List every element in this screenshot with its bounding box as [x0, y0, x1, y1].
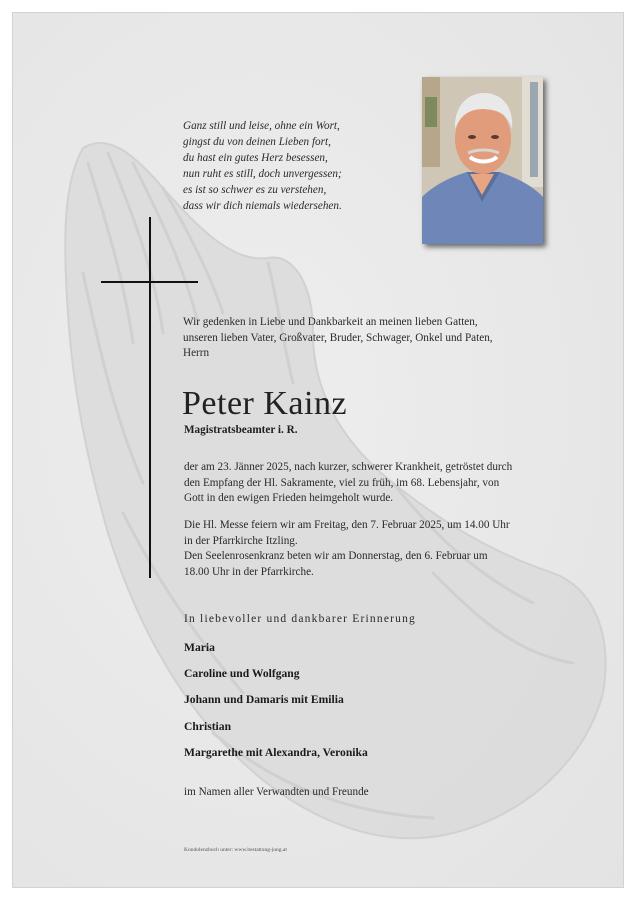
- intro-text: [183, 315, 543, 362]
- intro-line: Herrn: [183, 347, 210, 359]
- service-line: Den Seelenrosenkranz beten wir am Donnerstag, den 6. Februar um: [184, 550, 488, 562]
- notice-line: Gott in den ewigen Frieden heimgeholt wurde.: [184, 492, 394, 504]
- mourner-entry: Caroline und Wolfgang: [184, 667, 300, 681]
- service-line: in der Pfarrkirche Itzling.: [184, 534, 298, 547]
- service-line: 18.00 Uhr in der Pfarrkirche.: [184, 565, 314, 578]
- notice-line: der am 23. Jänner 2025, nach kurzer, schwerer Krankheit, getröstet durch: [184, 461, 513, 473]
- mourner-entry: Johann und Damaris mit Emilia: [184, 693, 344, 707]
- memory-heading: In liebevoller und dankbarer Erinnerung: [184, 613, 417, 625]
- cross-horizontal-bar: [101, 281, 198, 283]
- condolence-book-link[interactable]: Kondolenzbuch unter: www.bestattung-jung.at: [184, 847, 287, 853]
- mourner-entry: Maria: [184, 641, 215, 654]
- service-line: Die Hl. Messe feiern wir am Freitag, den 7. Februar 2025, um 14.00 Uhr: [184, 519, 510, 531]
- poem-line: Ganz still und leise, ohne ein Wort,: [183, 120, 340, 132]
- poem-line: dass wir dich niemals wiedersehen.: [183, 200, 342, 212]
- mourner-entry: Margarethe mit Alexandra, Veronika: [184, 745, 368, 759]
- notice-line: den Empfang der Hl. Sakramente, viel zu früh, im 68. Lebensjahr, von: [184, 476, 500, 489]
- intro-line: unseren lieben Vater, Großvater, Bruder, Schwager, Onkel und Paten,: [183, 331, 493, 344]
- parte-card: [12, 12, 624, 888]
- deceased-name: Peter Kainz: [182, 385, 348, 422]
- cross-vertical-bar: [149, 217, 151, 578]
- mourner-entry: Christian: [184, 719, 232, 733]
- intro-line: Wir gedenken in Liebe und Dankbarkeit an meinen lieben Gatten,: [183, 316, 478, 328]
- service-info: [184, 518, 510, 580]
- deceased-title: Magistratsbeamter i. R.: [184, 424, 298, 436]
- poem-line: du hast ein gutes Herz besessen,: [183, 152, 328, 164]
- relatives-line: im Namen aller Verwandten und Freunde: [184, 786, 369, 798]
- portrait-photo: [422, 77, 543, 244]
- death-notice: [184, 460, 512, 507]
- poem: [183, 118, 342, 214]
- poem-line: gingst du von deinen Lieben fort,: [183, 136, 331, 148]
- poem-line: nun ruht es still, doch unvergessen;: [183, 168, 342, 180]
- mourners-list: [184, 641, 368, 772]
- poem-line: es ist so schwer es zu verstehen,: [183, 184, 327, 196]
